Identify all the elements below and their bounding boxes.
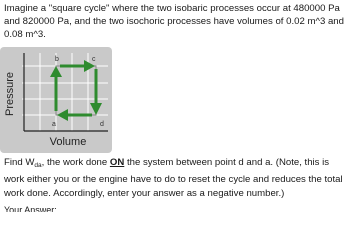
question-emphasis: ON [109,157,125,168]
pv-diagram-svg [0,47,112,153]
question-subscript: da [34,162,42,169]
y-axis-label: Pressure [4,71,16,117]
x-axis-label: Volume [49,136,87,148]
point-d-label: d [100,121,104,128]
point-b-label: b [55,56,59,63]
point-c-label: c [92,56,96,63]
answer-label: Your Answer: [4,206,57,212]
point-a-label: a [52,121,56,128]
pv-diagram [0,47,112,153]
question-part2: , the work done [41,157,110,168]
problem-intro: Imagine a "square cycle" where the two isobaric processes occur at 480000 Pa and 820000 Pa, and the two isochoric processes have volumes of 0.02 m^3 and 0.08 m^3. [4,3,344,40]
question-part1: Find W [4,157,35,168]
question-part3: the system between point d and a. (Note, this is work either you or the engine have to do to reset the cycle and reduces the total work done. Accordingly, enter your answer as a negative number.) [4,157,343,199]
question-text [4,156,348,201]
